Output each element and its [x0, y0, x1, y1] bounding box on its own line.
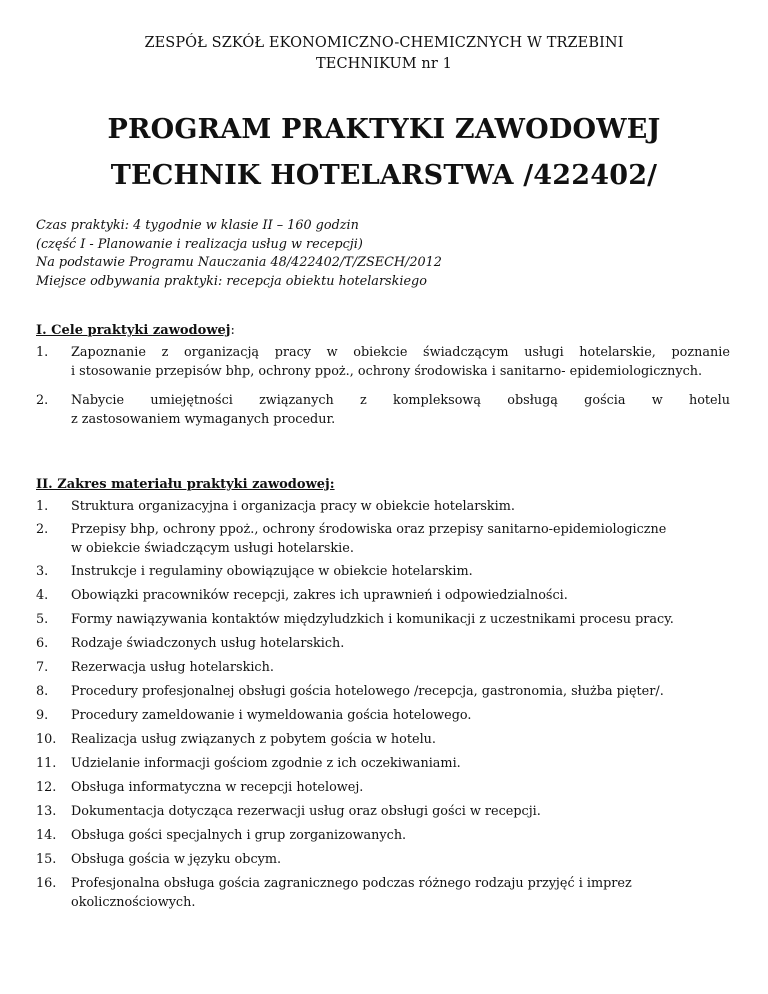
- scope-number: 6.: [36, 636, 49, 651]
- scope-text: [71, 659, 730, 678]
- scope-text-line: Formy nawiązywania kontaktów międzyludzkich i komunikacji z uczestnikami procesu pracy.: [71, 612, 674, 627]
- scope-text-line: Procedury profesjonalnej obsługi gościa hotelowego /recepcja, gastronomia, służba pięter/.: [71, 684, 664, 699]
- goal-word: świadczącym: [423, 345, 509, 360]
- scope-text: [71, 803, 730, 822]
- practice-curriculum: Na podstawie Programu Nauczania 48/422402/T/ZSECH/2012: [36, 255, 442, 270]
- goal-number: 1.: [36, 345, 49, 360]
- goal-word: obsługą: [507, 393, 558, 408]
- goal-text: [71, 392, 730, 429]
- scope-text-line: Rezerwacja usług hotelarskich.: [71, 660, 274, 675]
- scope-number: 13.: [36, 804, 57, 819]
- scope-text-line: okolicznościowych.: [71, 894, 196, 910]
- scope-text-line: Obsługa gości specjalnych i grup zorganizowanych.: [71, 828, 407, 843]
- goal-word: gościa: [584, 393, 626, 408]
- section-scope-heading: II. Zakres materiału praktyki zawodowej:: [36, 477, 335, 492]
- goal-text-line: i stosowanie przepisów bhp, ochrony ppoż., ochrony środowiska i sanitarno- epidemiologicznych.: [71, 363, 703, 379]
- scope-number: 7.: [36, 660, 49, 675]
- scope-number: 10.: [36, 732, 57, 747]
- practice-info: [36, 217, 736, 291]
- goal-word: związanych: [259, 393, 334, 408]
- goal-word: pracy: [274, 345, 312, 360]
- scope-text: [71, 611, 730, 630]
- practice-part: (część I - Planowanie i realizacja usług w recepcji): [36, 236, 363, 252]
- scope-text-line: Profesjonalna obsługa gościa zagranicznego podczas różnego rodzaju przyjęć i imprez: [71, 876, 632, 891]
- scope-number: 15.: [36, 852, 57, 867]
- goal-word: usługi: [524, 345, 564, 360]
- school-header: [0, 33, 768, 75]
- scope-text: [71, 707, 730, 726]
- scope-number: 5.: [36, 612, 49, 627]
- scope-text-line: Procedury zameldowanie i wymeldowania gościa hotelowego.: [71, 708, 472, 723]
- scope-text-line: Obsługa gościa w języku obcym.: [71, 852, 282, 867]
- goal-word: hotelarskie,: [579, 345, 656, 360]
- scope-text: [71, 521, 730, 558]
- goal-word: z: [359, 393, 367, 408]
- scope-number: 3.: [36, 564, 49, 579]
- goal-number: 2.: [36, 393, 49, 408]
- scope-text: [71, 635, 730, 654]
- scope-number: 8.: [36, 684, 49, 699]
- scope-text: [71, 731, 730, 750]
- scope-text-line: Realizacja usług związanych z pobytem gościa w hotelu.: [71, 732, 436, 747]
- scope-text-line: Obowiązki pracowników recepcji, zakres ich uprawnień i odpowiedzialności.: [71, 588, 568, 603]
- goal-word: z: [161, 345, 169, 360]
- scope-text-line: Przepisy bhp, ochrony ppoż., ochrony środowiska oraz przepisy sanitarno-epidemiologiczne: [71, 522, 667, 537]
- scope-text: [71, 563, 730, 582]
- scope-number: 9.: [36, 708, 49, 723]
- scope-text-line: Dokumentacja dotycząca rezerwacji usług oraz obsługi gości w recepcji.: [71, 804, 541, 819]
- section-goals-heading: [36, 322, 235, 340]
- scope-text: [71, 851, 730, 870]
- scope-text: [71, 498, 730, 517]
- goal-word: obiekcie: [353, 345, 408, 360]
- program-title: PROGRAM PRAKTYKI ZAWODOWEJ: [107, 114, 661, 145]
- goal-word: w: [326, 345, 338, 360]
- section-goals-heading-text: I. Cele praktyki zawodowej: [36, 323, 231, 338]
- scope-number: 1.: [36, 499, 49, 514]
- goal-text: [71, 344, 730, 381]
- scope-number: 14.: [36, 828, 57, 843]
- scope-number: 11.: [36, 756, 57, 771]
- scope-text: [71, 779, 730, 798]
- scope-text: [71, 755, 730, 774]
- goal-word: Zapoznanie: [71, 345, 146, 360]
- scope-text-line: Udzielanie informacji gościom zgodnie z ich oczekiwaniami.: [71, 756, 461, 771]
- program-subtitle: TECHNIK HOTELARSTWA /422402/: [110, 160, 658, 191]
- goal-text-line: [71, 392, 730, 411]
- scope-number: 4.: [36, 588, 49, 603]
- scope-text: [71, 587, 730, 606]
- scope-text-line: w obiekcie świadczącym usługi hotelarskie.: [71, 540, 354, 556]
- scope-text-line: Obsługa informatyczna w recepcji hotelowej.: [71, 780, 364, 795]
- goal-word: umiejętności: [150, 393, 233, 408]
- practice-duration: Czas praktyki: 4 tygodnie w klasie II – 160 godzin: [36, 218, 359, 233]
- goal-word: w: [651, 393, 663, 408]
- goal-word: Nabycie: [71, 393, 125, 408]
- goal-word: organizacją: [183, 345, 260, 360]
- goal-word: kompleksową: [392, 393, 482, 408]
- goal-word: poznanie: [671, 345, 730, 360]
- scope-text: [71, 875, 730, 912]
- scope-number: 12.: [36, 780, 57, 795]
- school-unit: TECHNIKUM nr 1: [316, 56, 452, 72]
- goal-text-line: z zastosowaniem wymaganych procedur.: [71, 411, 336, 427]
- goal-text-line: [71, 344, 730, 363]
- scope-text: [71, 827, 730, 846]
- scope-number: 16.: [36, 876, 57, 891]
- scope-text-line: Instrukcje i regulaminy obowiązujące w obiekcie hotelarskim.: [71, 564, 473, 579]
- scope-text-line: Rodzaje świadczonych usług hotelarskich.: [71, 636, 345, 651]
- scope-number: 2.: [36, 522, 49, 537]
- goal-word: hotelu: [688, 393, 730, 408]
- scope-text-line: Struktura organizacyjna i organizacja pracy w obiekcie hotelarskim.: [71, 499, 515, 514]
- section-goals-heading-colon: :: [230, 323, 235, 338]
- scope-text: [71, 683, 730, 702]
- practice-location: Miejsce odbywania praktyki: recepcja obiektu hotelarskiego: [36, 273, 427, 289]
- school-name: ZESPÓŁ SZKÓŁ EKONOMICZNO-CHEMICZNYCH W TRZEBINI: [144, 35, 624, 51]
